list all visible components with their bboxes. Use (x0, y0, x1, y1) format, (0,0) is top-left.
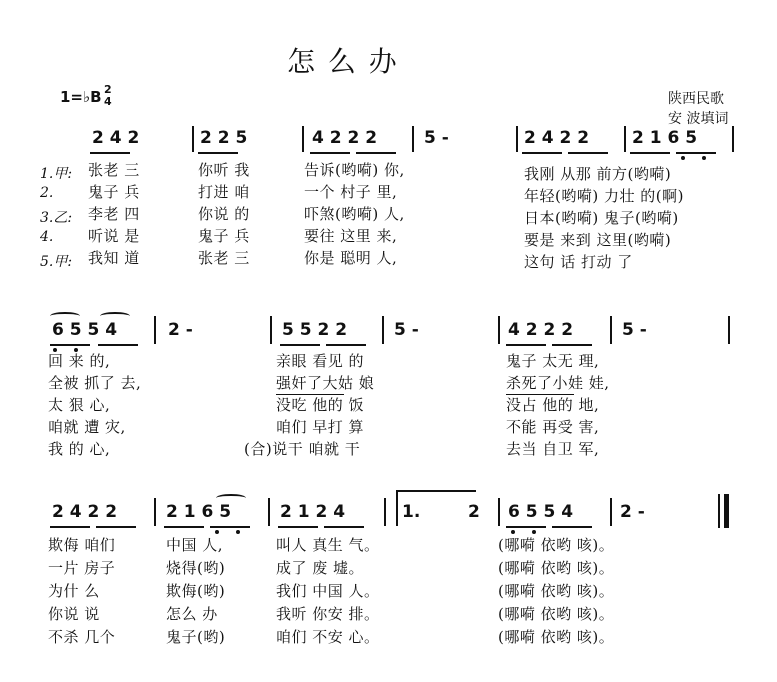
beam-line (210, 526, 250, 528)
lyric: 一个 村子 里, (304, 183, 398, 201)
lyric: (哪嗬 依哟 咳)。 (498, 559, 615, 577)
lyric: 中国 人, (166, 536, 224, 554)
beam-line (164, 526, 204, 528)
lyric: 我知 道 (88, 249, 140, 267)
lyric: 要是 来到 这里(哟嗬) (524, 231, 672, 249)
verse-number: 2. (40, 185, 54, 201)
measure: 2 2 5 (200, 128, 248, 148)
lyric: 年轻(哟嗬) 力壮 的(啊) (524, 187, 684, 205)
lyric: 叫人 真生 气。 (276, 536, 380, 554)
lyric: 欺侮(哟) (166, 582, 226, 600)
measure: 2 1 2 4 (280, 502, 346, 522)
lyric: (哪嗬 依哟 咳)。 (498, 582, 615, 600)
song-title: 怎 么 办 (287, 45, 399, 78)
slur (100, 312, 130, 320)
origin-credit: 陕西民歌 (668, 91, 724, 107)
lyric: 你听 我 (198, 161, 250, 179)
beam-line (50, 344, 90, 346)
measure: 4 2 2 2 (312, 128, 378, 148)
beam-line (326, 344, 366, 346)
barline (384, 498, 386, 526)
lyric: 你是 聪明 人, (304, 249, 398, 267)
barline (728, 316, 730, 344)
lyric: (哪嗬 依哟 咳)。 (498, 628, 615, 646)
lyric: 鬼子 兵 (88, 183, 140, 201)
lyric: 全被 抓了 去, (48, 374, 142, 392)
measure: 6 5 5 4 (508, 502, 574, 522)
lyric: 太 狠 心, (48, 396, 111, 414)
beam-line (630, 152, 670, 154)
barline (302, 126, 304, 152)
lyric: 为什 么 (48, 582, 100, 600)
time-signature-bottom: 4 (104, 95, 112, 108)
lyric: 听说 是 (88, 227, 140, 245)
measure: 2 4 2 (92, 128, 140, 148)
lyric: 没吃 他的 饭 (276, 396, 365, 414)
lyric: (哪嗬 依哟 咳)。 (498, 605, 615, 623)
measure: 2 1 6 5 (166, 502, 232, 522)
barline (268, 498, 270, 526)
lyric: 我听 你安 排。 (276, 605, 380, 623)
lyric: 咱就 遭 灾, (48, 418, 126, 436)
beam-line (676, 152, 716, 154)
lyric: 吓煞(哟嗬) 人, (304, 205, 405, 223)
lyric: 你说 说 (48, 605, 100, 623)
lyric: 欺侮 咱们 (48, 536, 116, 554)
lyric: 一片 房子 (48, 559, 116, 577)
octave-dot (702, 156, 706, 160)
beam-line (356, 152, 396, 154)
beam-line (506, 344, 546, 346)
beam-line (324, 526, 364, 528)
volta-bracket-top (396, 490, 476, 492)
measure: 4 2 2 2 (508, 320, 574, 340)
lyric: 强奸了大姑 娘 (276, 374, 375, 392)
lyricist-credit: 安 波填词 (668, 111, 729, 127)
beam-line (568, 152, 608, 154)
lyric: 去当 自卫 军, (506, 440, 600, 458)
beam-line (198, 152, 238, 154)
lyric: 鬼子 太无 理, (506, 352, 600, 370)
octave-dot (215, 530, 219, 534)
measure: 2 1 6 5 (632, 128, 698, 148)
barline (192, 126, 194, 152)
lyric: 杀死了小娃 娃, (506, 374, 610, 392)
lyric: 张老 三 (88, 161, 140, 179)
measure: 6 5 5 4 (52, 320, 118, 340)
lyric: (哪嗬 依哟 咳)。 (498, 536, 615, 554)
lyric: 我 的 心, (48, 440, 111, 458)
measure: 2 - (620, 502, 645, 522)
barline (498, 498, 500, 526)
beam-line (552, 344, 592, 346)
lyric: 不杀 几个 (48, 628, 116, 646)
octave-dot (511, 530, 515, 534)
beam-line (522, 152, 562, 154)
beam-line (278, 526, 318, 528)
barline (610, 498, 612, 526)
time-signature-top: 2 (104, 83, 112, 96)
measure: 5 - (622, 320, 647, 340)
barline (270, 316, 272, 344)
barline (154, 316, 156, 344)
measure: 2 4 2 2 (52, 502, 118, 522)
beam-line (310, 152, 350, 154)
octave-dot (532, 530, 536, 534)
lyric: 没占 他的 地, (506, 396, 600, 414)
beam-line (280, 344, 320, 346)
lyric: (合)说干 咱就 干 (244, 440, 361, 458)
barline (610, 316, 612, 344)
lyric: 成了 废 墟。 (276, 559, 365, 577)
barline (624, 126, 626, 152)
measure: 2 - (168, 320, 193, 340)
underline (506, 394, 574, 395)
lyric: 亲眼 看见 的 (276, 352, 365, 370)
lyric: 咱们 不安 心。 (276, 628, 380, 646)
slur (216, 494, 246, 502)
final-barline-thick (724, 494, 729, 528)
barline (382, 316, 384, 344)
slur (50, 312, 80, 320)
lyric: 咱们 早打 算 (276, 418, 365, 436)
beam-line (96, 526, 136, 528)
beam-line (98, 344, 138, 346)
measure: 5 - (394, 320, 419, 340)
verse-number: 1.甲: (40, 166, 73, 182)
lyric: 不能 再受 害, (506, 418, 600, 436)
final-barline-thin (718, 494, 720, 528)
verse-number: 4. (40, 229, 54, 245)
measure: 5 - (424, 128, 449, 148)
lyric: 怎么 办 (166, 605, 218, 623)
measure: 2 4 2 2 (524, 128, 590, 148)
barline (516, 126, 518, 152)
volta-ending-1: 1. (402, 502, 421, 522)
lyric: 鬼子 兵 (198, 227, 250, 245)
lyric: 我刚 从那 前方(哟嗬) (524, 165, 672, 183)
lyric: 我们 中国 人。 (276, 582, 380, 600)
measure: 2 (468, 502, 480, 522)
barline (154, 498, 156, 526)
barline (732, 126, 734, 152)
lyric: 烧得(哟) (166, 559, 226, 577)
beam-line (506, 526, 546, 528)
key-signature: 1=♭B (60, 88, 102, 106)
beam-line (552, 526, 592, 528)
lyric: 日本(哟嗬) 鬼子(哟嗬) (524, 209, 679, 227)
lyric: 回 来 的, (48, 352, 111, 370)
lyric: 李老 四 (88, 205, 140, 223)
barline (412, 126, 414, 152)
verse-number: 5.甲: (40, 254, 73, 270)
lyric: 你说 的 (198, 205, 250, 223)
beam-line (90, 152, 130, 154)
verse-number: 3.乙: (40, 210, 73, 226)
lyric: 张老 三 (198, 249, 250, 267)
lyric: 这句 话 打动 了 (524, 253, 633, 271)
beam-line (50, 526, 90, 528)
volta-bracket-line (396, 490, 398, 526)
measure: 5 5 2 2 (282, 320, 348, 340)
octave-dot (236, 530, 240, 534)
lyric: 鬼子(哟) (166, 628, 226, 646)
lyric: 告诉(哟嗬) 你, (304, 161, 405, 179)
barline (498, 316, 500, 344)
lyric: 要往 这里 来, (304, 227, 398, 245)
lyric: 打进 咱 (198, 183, 250, 201)
underline (276, 394, 344, 395)
octave-dot (681, 156, 685, 160)
